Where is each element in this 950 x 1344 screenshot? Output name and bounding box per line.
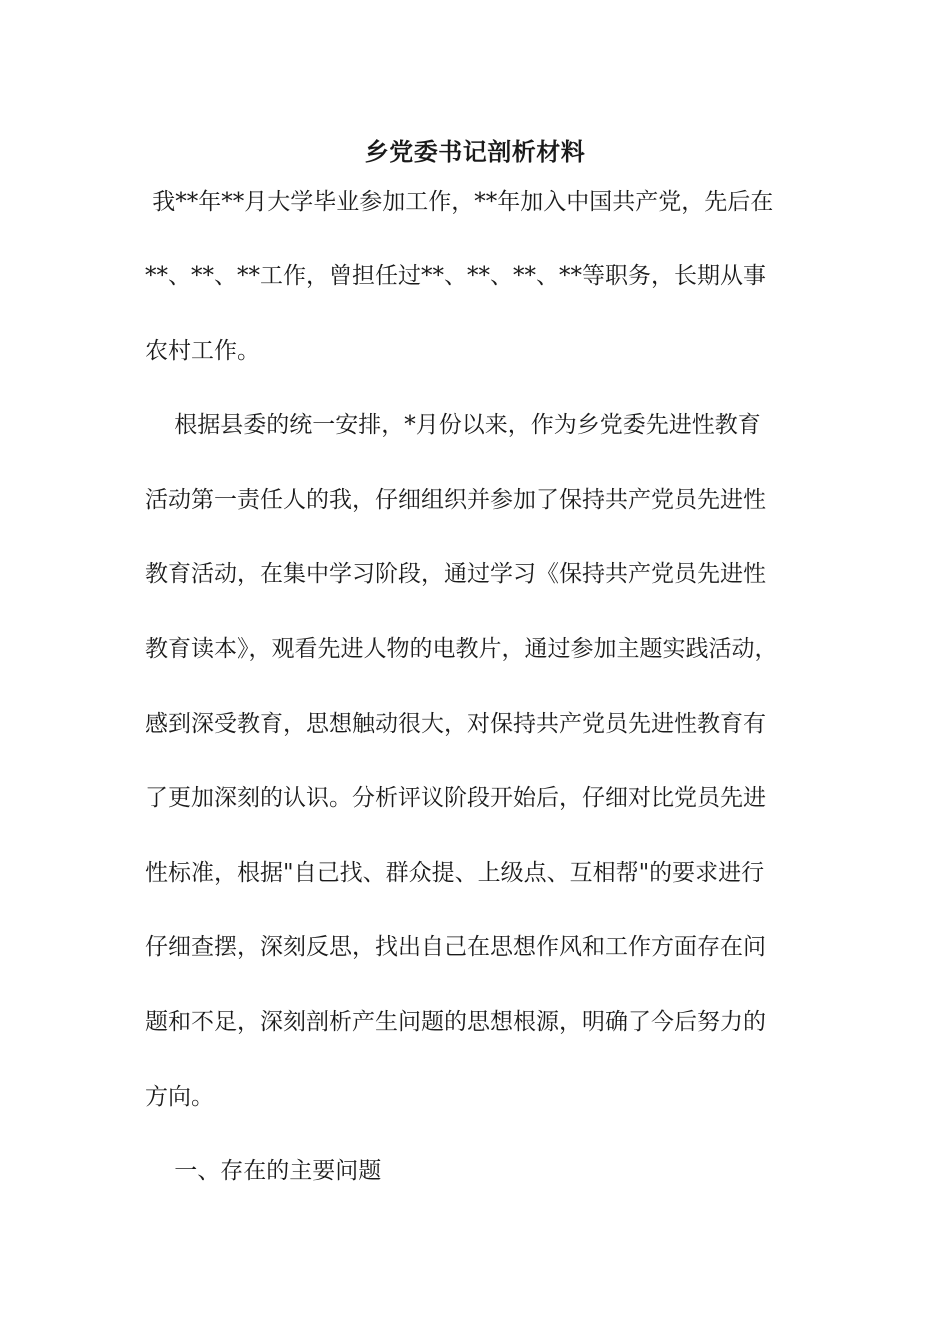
text-line-5: 活动第一责任人的我，仔细组织并参加了保持共产党员先进性: [145, 487, 766, 513]
text-line-2: **、**、**工作，曾担任过**、**、**、**等职务，长期从事: [145, 263, 766, 289]
text-line-10: 性标准，根据"自己找、群众提、上级点、互相帮"的要求进行: [145, 860, 765, 886]
text-line-9: 了更加深刻的认识。分析评议阶段开始后，仔细对比党员先进: [145, 785, 766, 811]
text-line-12: 题和不足，深刻剖析产生问题的思想根源，明确了今后努力的: [145, 1009, 766, 1035]
text-line-4: 根据县委的统一安排，*月份以来，作为乡党委先进性教育: [145, 412, 761, 438]
text-line-8: 感到深受教育，思想触动很大，对保持共产党员先进性教育有: [145, 711, 766, 737]
document-title: 乡党委书记剖析材料: [364, 137, 586, 166]
text-line-7: 教育读本》，观看先进人物的电教片，通过参加主题实践活动，: [145, 636, 778, 662]
text-line-11: 仔细查摆，深刻反思，找出自己在思想作风和工作方面存在问: [145, 934, 766, 960]
text-line-6: 教育活动，在集中学习阶段，通过学习《保持共产党员先进性: [145, 561, 766, 587]
text-line-1: 我**年**月大学毕业参加工作，**年加入中国共产党，先后在: [145, 189, 774, 215]
text-line-13: 方向。: [145, 1084, 214, 1110]
section-heading: 一、存在的主要问题: [145, 1158, 382, 1184]
text-line-3: 农村工作。: [145, 338, 260, 364]
